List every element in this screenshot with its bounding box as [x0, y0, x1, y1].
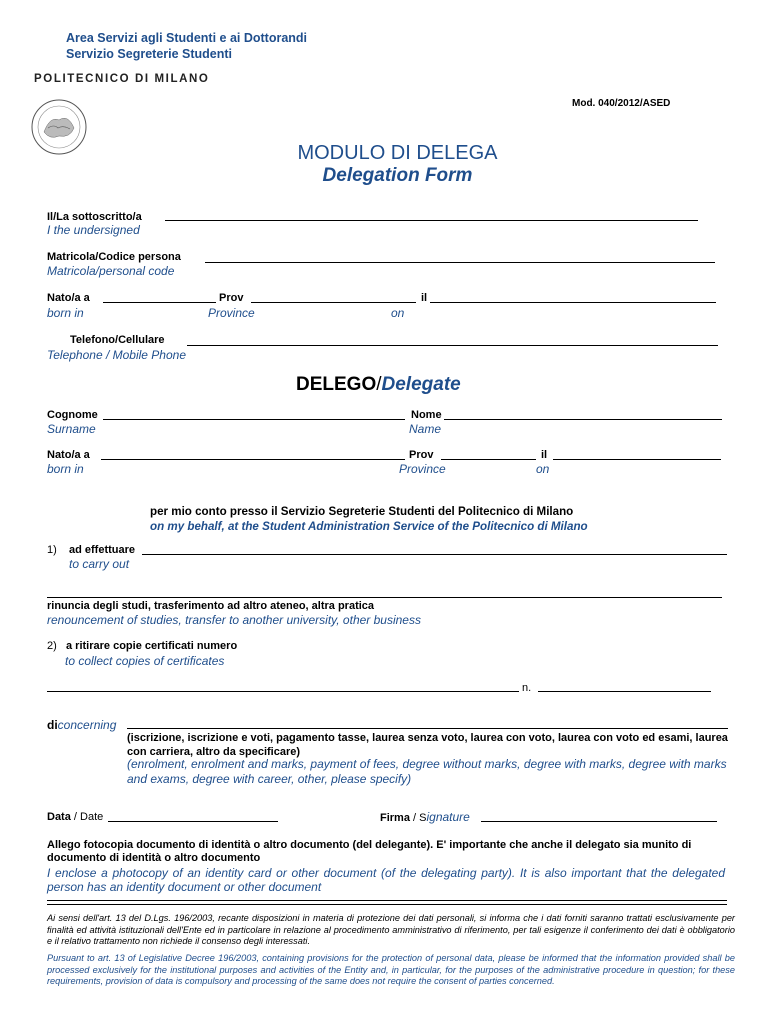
mod-number: Mod. 040/2012/ASED	[572, 98, 671, 109]
province-en: Province	[208, 306, 255, 320]
attach-en: I enclose a photocopy of an identity card or other document (of the delegating party). It is also important that the delegated person has an identity document or other document	[47, 866, 725, 894]
delegate-born-field[interactable]	[101, 459, 405, 460]
concerning-en: concerning	[57, 718, 117, 732]
on-en: on	[391, 306, 405, 320]
surname-en: Surname	[47, 422, 96, 436]
born-place-field[interactable]	[103, 302, 216, 303]
delegate-province-en: Province	[399, 462, 446, 476]
item1-desc: rinuncia degli studi, trasferimento ad altro ateneo, altra pratica	[47, 600, 375, 612]
item2-label-en: to collect copies of certificates	[65, 654, 225, 668]
item2-field[interactable]	[47, 691, 519, 692]
undersigned-label: Il/La sottoscritto/a	[47, 211, 142, 223]
nome-field[interactable]	[444, 419, 722, 420]
concerning-desc: (iscrizione, iscrizione e voti, pagamento tasse, laurea senza voto, laurea con voto, laurea con voto ed esami, laurea con carriera, altro da specificare)	[127, 732, 728, 758]
privacy-it: Ai sensi dell'art. 13 del D.Lgs. 196/2003, recante disposizioni in materia di protezione dei dati personali, si informa che i dati forniti saranno trattati esclusivamente per finalità ed attività istituzionali dell'Ente ed in particolare in relazione al procedimento amministrativo di riferimento, per tali esigenze il conferimento dei dati è obbligatorio e il relativo trattamento non richiede il consenso degli interessati.	[47, 913, 735, 946]
nome-label: Nome	[411, 409, 442, 421]
delegate-born-label: Nato/a a	[47, 449, 90, 461]
concerning-di: di	[47, 718, 58, 732]
undersigned-field[interactable]	[165, 220, 698, 221]
born-place-label: Nato/a a	[47, 292, 90, 304]
data-it: Data	[47, 811, 71, 823]
item2-number: 2)	[47, 640, 57, 652]
item2-label: a ritirare copie certificati numero	[66, 640, 238, 652]
telefono-field[interactable]	[187, 345, 718, 346]
date-field[interactable]	[108, 821, 278, 822]
delegate-date-field[interactable]	[553, 459, 721, 460]
delegate-on-en: on	[536, 462, 550, 476]
telefono-label: Telefono/Cellulare	[70, 334, 165, 346]
sig-s: S	[419, 812, 427, 824]
matricola-field[interactable]	[205, 262, 715, 263]
prov-field[interactable]	[251, 302, 416, 303]
politecnico-wordmark: POLITECNICO DI MILANO	[34, 73, 210, 85]
date-label: Data / Date	[47, 811, 104, 823]
behalf-en: on my behalf, at the Student Administration Service of the Politecnico di Milano	[150, 520, 588, 533]
date-en: Date	[80, 811, 104, 823]
delego-en: Delegate	[381, 374, 461, 395]
delego-it: DELEGO	[296, 374, 377, 395]
attach-it: Allego fotocopia documento di identità o altro documento (del delegante). E' importante che anche il delegato sia munito di documento di identità o altro documento	[47, 839, 692, 864]
delego-sep: /	[376, 374, 382, 395]
matricola-label-en: Matricola/personal code	[47, 264, 175, 278]
delegate-born-en: born in	[47, 462, 84, 476]
item1-label: ad effettuare	[69, 544, 136, 556]
name-en: Name	[409, 422, 442, 436]
separator-line	[47, 900, 727, 905]
behalf-it: per mio conto presso il Servizio Segreterie Studenti del Politecnico di Milano	[150, 505, 574, 518]
born-date-field[interactable]	[430, 302, 716, 303]
item2-n-field[interactable]	[538, 691, 711, 692]
delego-heading	[296, 374, 461, 396]
item1-desc-en: renouncement of studies, transfer to another university, other business	[47, 613, 421, 627]
firma-it: Firma	[380, 812, 410, 824]
prov-label: Prov	[219, 292, 244, 304]
cognome-field[interactable]	[103, 419, 405, 420]
concerning-desc-en: (enrolment, enrolment and marks, payment of fees, degree without marks, degree with marks, degree with marks and exams, degree with career, other, please specify)	[127, 757, 727, 786]
item1-label-en: to carry out	[69, 557, 130, 571]
header-servizio: Servizio Segreterie Studenti	[66, 47, 233, 61]
signature-label: Firma / Signature	[380, 810, 470, 824]
telefono-label-en: Telephone / Mobile Phone	[47, 348, 186, 362]
item1-field[interactable]	[142, 554, 727, 555]
born-in-en: born in	[47, 306, 84, 320]
delegate-il-label: il	[541, 449, 548, 461]
sig-rest: ignature	[426, 810, 470, 824]
delegate-prov-field[interactable]	[441, 459, 536, 460]
undersigned-label-en: I the undersigned	[47, 223, 140, 237]
concerning-field[interactable]	[127, 728, 728, 729]
title-sub: Delegation Form	[322, 165, 473, 186]
title-main: MODULO DI DELEGA	[297, 142, 498, 164]
cognome-label: Cognome	[47, 409, 98, 421]
concerning-label	[47, 718, 116, 732]
item1-field-2[interactable]	[47, 597, 722, 598]
item2-n-label: n.	[522, 682, 532, 694]
header-area: Area Servizi agli Studenti e ai Dottorandi	[66, 31, 308, 45]
privacy-en: Pursuant to art. 13 of Legislative Decree 196/2003, containing provisions for the protection of personal data, please be informed that the information provided shall be processed exclusively for the institutional purposes and activities of the Entity and, in particular, for the purposes of the administrative procedure in question; for these requirements, provision of data is compulsory and processing of the same does not require the consent of parties concerned.	[47, 953, 735, 986]
matricola-label: Matricola/Codice persona	[47, 251, 181, 263]
item1-number: 1)	[47, 544, 57, 556]
delegate-prov-label: Prov	[409, 449, 434, 461]
il-label: il	[421, 292, 428, 304]
signature-field[interactable]	[481, 821, 717, 822]
